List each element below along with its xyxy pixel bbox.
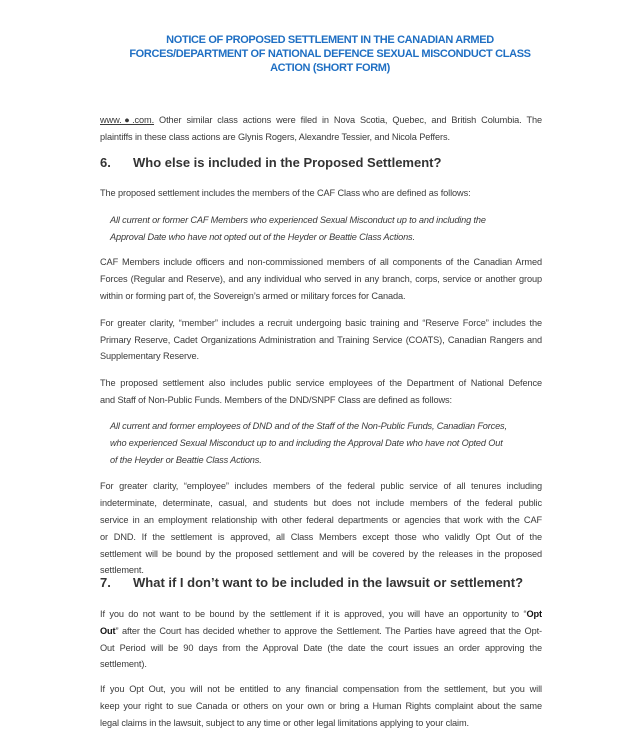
text-line: settlement). <box>100 659 147 669</box>
text-line: CAF Members include officers and non-commissioned members of all components of the Canadian Armed <box>100 257 542 267</box>
quote-line: All current or former CAF Members who experienced Sexual Misconduct up to and including the <box>110 215 486 225</box>
text-line: service in an employment relationship with other federal departments or agencies that work with the CAF <box>100 515 542 525</box>
text-line: For greater clarity, “employee” includes members of the federal public service of all tenures including <box>100 481 542 491</box>
quote-line: who experienced Sexual Misconduct up to and including the Approval Date who have not Opted Out <box>110 438 503 448</box>
text-line: Supplementary Reserve. <box>100 351 199 361</box>
text-line: and Staff of Non-Public Funds. Members of the DND/SNPF Class are defined as follows: <box>100 395 452 405</box>
quote-line: All current and former employees of DND and of the Staff of the Non-Public Funds, Canadian Forces, <box>110 421 507 431</box>
text-line: www.●.com. Other similar class actions were filed in Nova Scotia, Quebec, and British Columbia. The <box>100 115 542 125</box>
text-line: settlement. <box>100 565 144 575</box>
quote-line: of the Heyder or Beattie Class Actions. <box>110 455 262 465</box>
text-line: The proposed settlement includes the members of the CAF Class who are defined as follows: <box>100 188 471 198</box>
text-line: or DND. If the settlement is approved, all Class Members except those who validly Opt Out of the <box>100 532 542 542</box>
text-line: indeterminate, determinate, casual, and students but does not include members of the federal public <box>100 498 542 508</box>
title-line: ACTION (SHORT FORM) <box>270 62 390 74</box>
text-line: If you do not want to be bound by the settlement if it is approved, you will have an opportunity to “Opt <box>100 609 542 619</box>
text-line: within or forming part of, the Sovereign’s armed or military forces for Canada. <box>100 291 406 301</box>
website-link[interactable]: www.●.com. <box>100 115 155 125</box>
title-line: FORCES/DEPARTMENT OF NATIONAL DEFENCE SEXUAL MISCONDUCT CLASS <box>129 48 531 60</box>
quote-line: Approval Date who have not opted out of the Heyder or Beattie Class Actions. <box>110 232 415 242</box>
text-line: settlement will be bound by the proposed settlement and will be covered by the releases in the proposed <box>100 549 542 559</box>
text-line: If you Opt Out, you will not be entitled to any financial compensation from the settlement, but you will <box>100 684 542 694</box>
section-heading-6: 6. Who else is included in the Proposed Settlement? <box>100 155 442 170</box>
title-line: NOTICE OF PROPOSED SETTLEMENT IN THE CANADIAN ARMED <box>166 34 494 46</box>
text-line: keep your right to sue Canada or others on your own or bring a Human Rights complaint about the same <box>100 701 542 711</box>
text-line: Forces (Regular and Reserve), and any individual who served in any branch, corps, service or another group <box>100 274 542 284</box>
text-line: For greater clarity, “member” includes a recruit undergoing basic training and “Reserve Force” includes the <box>100 318 542 328</box>
text-line: Out Period will be 90 days from the Approval Date (the date the court issues an order approving the <box>100 643 542 653</box>
text-line: The proposed settlement also includes public service employees of the Department of National Defence <box>100 378 542 388</box>
text-line: plaintiffs in these class actions are Glynis Rogers, Alexandre Tessier, and Nicola Peffers. <box>100 132 450 142</box>
text-line: Out” after the Court has decided whether to approve the Settlement. The Parties have agreed that the Opt- <box>100 626 542 636</box>
section-heading-7: 7. What if I don’t want to be included in the lawsuit or settlement? <box>100 575 524 590</box>
text-line: Primary Reserve, Cadet Organizations Administration and Training Service (COATS), Canadian Rangers and <box>100 335 542 345</box>
text-line: legal claims in the lawsuit, subject to any time or other legal limitations applying to your claim. <box>100 718 470 728</box>
